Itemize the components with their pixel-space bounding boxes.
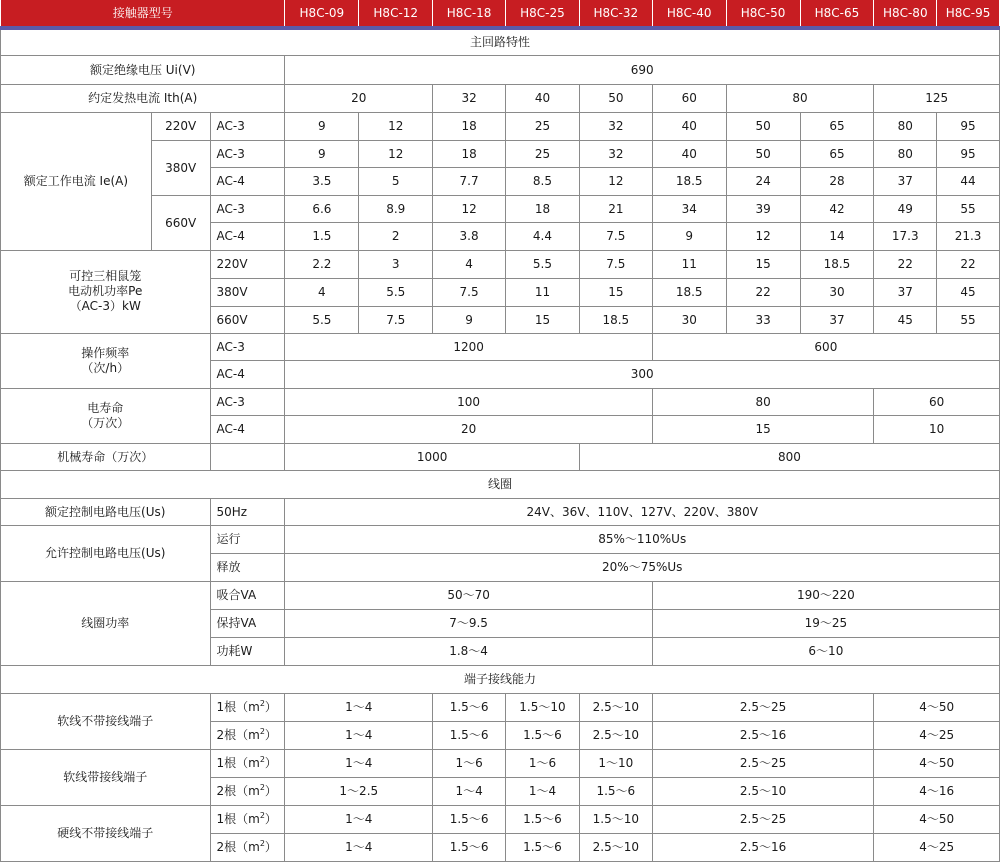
cell-value: 7.5	[579, 222, 652, 250]
cell-value: 95	[937, 112, 1000, 140]
cell-value: 2.5～25	[652, 693, 874, 721]
model-header: H8C-32	[579, 0, 652, 28]
cell-value: 6～10	[652, 637, 999, 665]
row-label-electrical-life	[1, 388, 211, 443]
cell-value: 9	[433, 306, 506, 333]
cell-value: 3.5	[285, 167, 359, 195]
cell-value: 12	[359, 140, 433, 167]
table-row	[1, 443, 1000, 470]
cell-value: 2.5～25	[652, 749, 874, 777]
category-label: AC-4	[210, 415, 285, 443]
cell-value: 2.5～16	[652, 721, 874, 749]
row-label-coil-power: 线圈功率	[1, 581, 211, 665]
cell-value: 1.5	[285, 222, 359, 250]
cell-value: 1.5～6	[506, 805, 580, 833]
row-label-rated-control-voltage: 额定控制电路电压(Us)	[1, 498, 211, 525]
cell-value: 34	[652, 195, 726, 222]
cell-value: 5.5	[506, 250, 580, 278]
cell-value: 1.5～6	[506, 833, 580, 861]
cell-value: 21.3	[937, 222, 1000, 250]
cell-value: 12	[579, 167, 652, 195]
model-header: H8C-65	[800, 0, 874, 28]
voltage-label: 380V	[210, 278, 285, 306]
cell-value: 37	[874, 167, 937, 195]
table-row	[1, 84, 1000, 112]
table-row	[1, 388, 1000, 415]
cell-value: 15	[579, 278, 652, 306]
cell-value: 18.5	[652, 167, 726, 195]
wire-count-label: 1根$(m^2)$	[210, 693, 285, 721]
model-header: H8C-95	[937, 0, 1000, 28]
cell-value: 1.5～6	[579, 777, 652, 805]
cell-value: 7.5	[579, 250, 652, 278]
cell-value: 1.5～10	[579, 805, 652, 833]
table-row	[1, 805, 1000, 833]
cell-value: 15	[506, 306, 580, 333]
category-label: AC-3	[210, 333, 285, 360]
row-label-terminal-group: 硬线不带接线端子	[1, 805, 211, 861]
run-label: 运行	[210, 525, 285, 553]
cell-value: 5	[359, 167, 433, 195]
cell-value: 190～220	[652, 581, 999, 609]
wire-count-label: 2根$(m^2)$	[210, 833, 285, 861]
cell-value: 1.8～4	[285, 637, 652, 665]
cell-value: 1～2.5	[285, 777, 433, 805]
cell-value: 14	[800, 222, 874, 250]
cell-value: 1～4	[285, 693, 433, 721]
cell-value: 12	[726, 222, 800, 250]
cell-value: 1.5～6	[433, 693, 506, 721]
release-label: 释放	[210, 553, 285, 581]
power-row-label: 功耗W	[210, 637, 285, 665]
cell-value: 2.5～10	[579, 693, 652, 721]
cell-value: 18.5	[579, 306, 652, 333]
cell-value: 60	[874, 388, 1000, 415]
cell-value: 4.4	[506, 222, 580, 250]
cell-value: 4～50	[874, 749, 1000, 777]
cell-value: 300	[285, 360, 1000, 388]
cell-value: 1.5～6	[433, 833, 506, 861]
cell-value: 80	[726, 84, 874, 112]
cell-value: 50～70	[285, 581, 652, 609]
header-row	[1, 0, 1000, 28]
cell-value: 1～4	[433, 777, 506, 805]
cell-value: 1～4	[285, 749, 433, 777]
cell-value: 19～25	[652, 609, 999, 637]
table-row	[1, 250, 1000, 278]
cell-value: 125	[874, 84, 1000, 112]
cell-value: 18.5	[800, 250, 874, 278]
category-label: AC-3	[210, 112, 285, 140]
cell-value: 80	[874, 140, 937, 167]
cell-value: 24	[726, 167, 800, 195]
cell-value: 1.5～6	[433, 805, 506, 833]
cell-value: 4	[433, 250, 506, 278]
cell-value: 9	[285, 112, 359, 140]
frequency-label: 50Hz	[210, 498, 285, 525]
cell-value: 2.5～16	[652, 833, 874, 861]
cell-value: 5.5	[359, 278, 433, 306]
cell-value: 95	[937, 140, 1000, 167]
row-label-terminal-group: 软线不带接线端子	[1, 693, 211, 749]
category-label: AC-3	[210, 195, 285, 222]
row-label-motor-power	[1, 250, 211, 333]
cell-value: 55	[937, 195, 1000, 222]
cell-value: 18	[506, 195, 580, 222]
cell-value: 22	[937, 250, 1000, 278]
model-header: H8C-12	[359, 0, 433, 28]
cell-value: 1～6	[433, 749, 506, 777]
wire-count-label: 1根$(m^2)$	[210, 749, 285, 777]
motor-label-line: （AC-3）kW	[69, 299, 141, 313]
cell-value: 2.5～10	[579, 833, 652, 861]
cell-value: 32	[579, 140, 652, 167]
section-title-coil: 线圈	[1, 470, 1000, 498]
cell-value: 28	[800, 167, 874, 195]
row-label-mechanical-life: 机械寿命（万次）	[1, 443, 211, 470]
cell-value: 600	[652, 333, 999, 360]
table-row	[1, 749, 1000, 777]
wire-count-label: 1根$(m^2)$	[210, 805, 285, 833]
cell-value: 18	[433, 140, 506, 167]
cell-value: 15	[726, 250, 800, 278]
cell-value: 40	[506, 84, 580, 112]
table-row	[1, 333, 1000, 360]
cell-value: 30	[800, 278, 874, 306]
cell-value: 25	[506, 140, 580, 167]
category-label: AC-3	[210, 140, 285, 167]
elife-label-line: 电寿命	[87, 400, 124, 415]
cell-value: 37	[800, 306, 874, 333]
cell-value: 2.5～25	[652, 805, 874, 833]
cell-value: 1000	[285, 443, 579, 470]
model-header: H8C-18	[433, 0, 506, 28]
cell-value: 25	[506, 112, 580, 140]
cell-value: 8.5	[506, 167, 580, 195]
section-row	[1, 28, 1000, 55]
cell-value: 1～4	[285, 721, 433, 749]
cell-value: 1～4	[285, 805, 433, 833]
category-label: AC-3	[210, 388, 285, 415]
cell-value: 49	[874, 195, 937, 222]
table-row	[1, 525, 1000, 553]
cell-value: 2.2	[285, 250, 359, 278]
cell-value: 100	[285, 388, 652, 415]
cell-value: 2	[359, 222, 433, 250]
model-label: 接触器型号	[1, 0, 285, 28]
cell-value: 7～9.5	[285, 609, 652, 637]
cell-value: 1～10	[579, 749, 652, 777]
cell-value: 1.5～6	[506, 721, 580, 749]
cell-value: 18	[433, 112, 506, 140]
cell-value: 80	[652, 388, 874, 415]
freq-label-line: 操作频率	[81, 345, 130, 360]
cell-value: 15	[652, 415, 874, 443]
cell-value: 17.3	[874, 222, 937, 250]
cell-value: 7.5	[433, 278, 506, 306]
cell-value: 22	[726, 278, 800, 306]
model-header: H8C-09	[285, 0, 359, 28]
cell-value: 7.5	[359, 306, 433, 333]
row-label-ith: 约定发热电流 Ith(A)	[1, 84, 285, 112]
cell-value: 12	[359, 112, 433, 140]
cell-value: 50	[726, 112, 800, 140]
cell-value: 1～6	[506, 749, 580, 777]
table-row	[1, 112, 1000, 140]
cell-value: 30	[652, 306, 726, 333]
cell-value: 4～50	[874, 805, 1000, 833]
cell-value: 1.5～10	[506, 693, 580, 721]
model-header: H8C-80	[874, 0, 937, 28]
cell-value: 10	[874, 415, 1000, 443]
cell-value: 6.6	[285, 195, 359, 222]
cell-value: 1～4	[285, 833, 433, 861]
cell-value: 5.5	[285, 306, 359, 333]
cell-value: 4～25	[874, 721, 1000, 749]
cell-value: 3.8	[433, 222, 506, 250]
voltage-label: 220V	[151, 112, 210, 140]
cell-value: 40	[652, 112, 726, 140]
cell-value: 11	[506, 278, 580, 306]
freq-label-line: （次/h）	[81, 360, 130, 375]
cell-value: 4～25	[874, 833, 1000, 861]
table-row	[1, 498, 1000, 525]
row-label-ui: 额定绝缘电压 Ui(V)	[1, 55, 285, 84]
wire-count-label: 2根$(m^2)$	[210, 777, 285, 805]
cell-value: 20	[285, 415, 652, 443]
row-label-frequency	[1, 333, 211, 388]
cell-value: 8.9	[359, 195, 433, 222]
cell-value: 7.7	[433, 167, 506, 195]
voltage-label: 660V	[210, 306, 285, 333]
cell-value: 65	[800, 112, 874, 140]
cell-value: 65	[800, 140, 874, 167]
table-row	[1, 581, 1000, 609]
category-label: AC-4	[210, 360, 285, 388]
model-header: H8C-50	[726, 0, 800, 28]
voltage-label: 660V	[151, 195, 210, 250]
cell-value: 1～4	[506, 777, 580, 805]
cell-value: 42	[800, 195, 874, 222]
cell-value: 50	[726, 140, 800, 167]
cell-value: 55	[937, 306, 1000, 333]
cell-value: 21	[579, 195, 652, 222]
table-row	[1, 140, 1000, 167]
category-label: AC-4	[210, 222, 285, 250]
cell-value: 20	[285, 84, 433, 112]
cell-value: 9	[285, 140, 359, 167]
cell-value: 4～50	[874, 693, 1000, 721]
table-row	[1, 693, 1000, 721]
cell-value: 33	[726, 306, 800, 333]
wire-count-label: 2根$(m^2)$	[210, 721, 285, 749]
cell-value: 39	[726, 195, 800, 222]
cell-value: 45	[937, 278, 1000, 306]
row-label-terminal-group: 软线带接线端子	[1, 749, 211, 805]
cell-value: 24V、36V、110V、127V、220V、380V	[285, 498, 1000, 525]
cell-value: 32	[579, 112, 652, 140]
cell-value: 800	[579, 443, 999, 470]
cell-value: 32	[433, 84, 506, 112]
cell-value: 18.5	[652, 278, 726, 306]
category-label: AC-4	[210, 167, 285, 195]
voltage-label: 220V	[210, 250, 285, 278]
section-title-terminal: 端子接线能力	[1, 665, 1000, 693]
model-header: H8C-40	[652, 0, 726, 28]
cell-value: 2.5～10	[652, 777, 874, 805]
section-row	[1, 470, 1000, 498]
cell-value: 80	[874, 112, 937, 140]
table-row	[1, 55, 1000, 84]
elife-label-line: （万次）	[81, 415, 130, 430]
cell-value: 690	[285, 55, 1000, 84]
cell-value: 22	[874, 250, 937, 278]
cell-value: 11	[652, 250, 726, 278]
cell-value: 37	[874, 278, 937, 306]
section-row	[1, 665, 1000, 693]
voltage-label: 380V	[151, 140, 210, 195]
cell-value: 45	[874, 306, 937, 333]
motor-label-line: 可控三相鼠笼	[69, 269, 142, 283]
power-row-label: 吸合VA	[210, 581, 285, 609]
cell-value: 40	[652, 140, 726, 167]
cell-value: 2.5～10	[579, 721, 652, 749]
cell-value: 85%～110%Us	[285, 525, 1000, 553]
row-label-ie: 额定工作电流 Ie(A)	[1, 112, 152, 250]
empty-cell	[210, 443, 285, 470]
model-header: H8C-25	[506, 0, 580, 28]
cell-value: 4	[285, 278, 359, 306]
cell-value: 3	[359, 250, 433, 278]
row-label-allowed-control-voltage: 允许控制电路电压(Us)	[1, 525, 211, 581]
cell-value: 1.5～6	[433, 721, 506, 749]
cell-value: 50	[579, 84, 652, 112]
cell-value: 4～16	[874, 777, 1000, 805]
section-title-main-circuit: 主回路特性	[1, 28, 1000, 55]
cell-value: 60	[652, 84, 726, 112]
motor-label-line: 电动机功率Pe	[68, 284, 143, 298]
cell-value: 20%～75%Us	[285, 553, 1000, 581]
cell-value: 12	[433, 195, 506, 222]
table-row	[1, 195, 1000, 222]
cell-value: 9	[652, 222, 726, 250]
cell-value: 44	[937, 167, 1000, 195]
cell-value: 1200	[285, 333, 652, 360]
power-row-label: 保持VA	[210, 609, 285, 637]
